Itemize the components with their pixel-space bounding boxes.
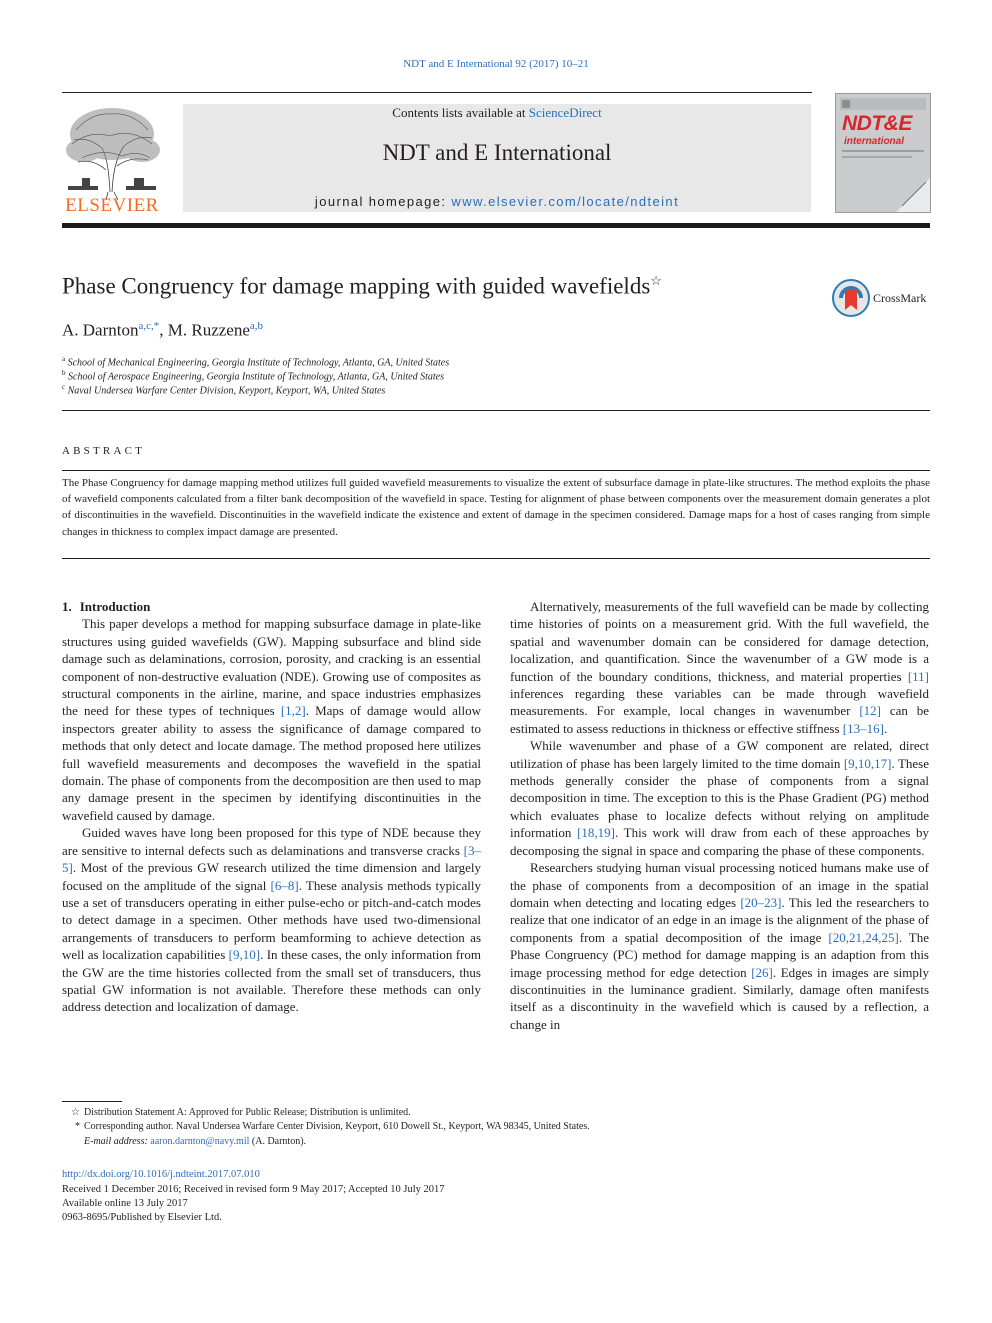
body-text: . Edges in images are simply discontinuities in the luminance gradient. Similarly, damage often manifests itself as a discontinuity in the wavefield which is caused by a reflection, a change in	[510, 964, 930, 1032]
author-name[interactable]: A. Darnton	[62, 320, 139, 340]
issn-line: 0963-8695/Published by Elsevier Ltd.	[62, 1212, 222, 1223]
body-text: Alternatively, measurements of the full wavefield can be made by collecting time histories of points on a measurement grid. With the full wavefield, the spatial and wavenumber domain can be considered for damage detection, localization, and quantification. Since the wavenumber of a GW mode is a function of the boundary conditions, thickness, and material properties	[510, 599, 929, 684]
body-paragraph	[62, 615, 481, 824]
body-paragraph	[510, 737, 929, 859]
available-online: Available online 13 July 2017	[62, 1198, 188, 1209]
elsevier-wordmark: ELSEVIER	[65, 195, 159, 216]
footnote-mark: *	[75, 1121, 80, 1132]
header-rule	[62, 92, 812, 93]
body-column-left	[62, 598, 481, 1016]
paper-title-text: Phase Congruency for damage mapping with guided wavefields	[62, 273, 651, 299]
crossmark-badge[interactable]	[832, 279, 932, 317]
citation-link[interactable]: [18,19]	[577, 825, 615, 841]
author-affiliation-marks[interactable]: a,b	[249, 320, 264, 332]
citation-link[interactable]: [26]	[751, 964, 773, 980]
affiliation	[62, 383, 385, 396]
email-label: E-mail address:	[84, 1136, 151, 1147]
citation-link[interactable]: [3–5]	[62, 842, 481, 876]
footnote-text: Corresponding author. Naval Undersea Warfare Center Division, Keyport, 610 Dowell St., Keyport, WA 98345, United States.	[84, 1121, 590, 1132]
body-paragraph	[510, 859, 929, 1033]
journal-cover-thumbnail[interactable]	[835, 93, 931, 213]
citation-link[interactable]: [11]	[907, 668, 929, 684]
title-footnote-mark[interactable]: ☆	[650, 273, 662, 288]
body-text: Guided waves have long been proposed for this type of NDE because they are sensitive to internal defects such as delaminations and transverse cracks	[62, 825, 481, 858]
author-name[interactable]: M. Ruzzene	[167, 320, 250, 340]
journal-homepage	[183, 194, 811, 209]
homepage-link[interactable]: www.elsevier.com/locate/ndteint	[451, 194, 680, 209]
body-paragraph	[62, 824, 481, 1015]
journal-masthead	[183, 104, 811, 212]
citation-link[interactable]: [13–16]	[842, 720, 884, 736]
body-text: inferences regarding these variables can be made through wavefield measurements. For example, local changes in wavenumber	[510, 686, 929, 719]
affiliation-mark: b	[62, 369, 66, 377]
citation-link[interactable]: [12]	[859, 703, 881, 719]
body-text: . In these cases, the only information from the GW are the time histories collected from the small set of transducers, thus spatial GW information is not available. Therefore these methods can only address detection and localization of damage.	[62, 947, 481, 1015]
footnote-rule	[62, 1101, 122, 1102]
right-paragraphs	[510, 598, 929, 1033]
section-title: Introduction	[79, 599, 151, 614]
citation-link[interactable]: [20–23]	[740, 894, 782, 910]
abstract-bottom-rule	[62, 558, 930, 559]
crossmark-label: CrossMark	[873, 291, 927, 305]
section-number: 1.	[62, 599, 72, 614]
citation-link[interactable]: [6–8]	[270, 877, 299, 893]
body-text: . The Phase Congruency (PC) method for damage mapping is an adaption from this image processing method for edge detection	[510, 929, 929, 980]
email-suffix: (A. Darnton).	[249, 1136, 307, 1147]
contents-prefix: Contents lists available at	[392, 105, 529, 120]
abstract-text: The Phase Congruency for damage mapping method utilizes full guided wavefield measurements to visualize the extent of subsurface damage in plate-like structures. The method exploits the phase of wavefield components calculated from a filter bank decomposition of the wavefield in space. Testing for alignment of phase between components over the measurement domain generates a plot of discontinuities in the wavefield. Discontinuities in the wavefield indicate the existence and extent of damage in the specimen considered. Damage maps for a host of cases ranging from simple changes in thickness to complex impact damage are presented.	[62, 477, 930, 538]
doi-link[interactable]: http://dx.doi.org/10.1016/j.ndteint.2017.07.010	[62, 1169, 260, 1180]
body-paragraph	[510, 598, 929, 737]
journal-title: NDT and E International	[382, 140, 612, 165]
affiliation-mark: c	[62, 383, 66, 391]
author-affiliation-marks[interactable]: a,c,*	[138, 320, 160, 332]
body-text: . This led the researchers to realize that one indicator of an edge in an image is the alignment of the phase of components from a spatial decomposition of the image	[510, 894, 929, 945]
footnote-corresponding	[62, 1121, 590, 1132]
section-heading	[62, 598, 481, 615]
body-text: Researchers studying human visual processing noticed humans make use of the phase of components from a decomposition of an image in the spatial domain when detecting and locating edges	[510, 860, 929, 910]
author-separator: ,	[159, 320, 168, 340]
footnote-text: Distribution Statement A: Approved for Public Release; Distribution is unlimited.	[84, 1107, 411, 1118]
body-text: .	[883, 720, 888, 736]
body-text: This paper develops a method for mapping subsurface damage in plate-like structures using guided wavefields (GW). Mapping subsurface and blind side damage such as delaminations, corrosion, porosity, and cracking is an essential component of non-destructive evaluation (NDE). Growing use of composites as structural components in the airline, marine, and space industries emphasizes the need for these types of techniques	[62, 616, 481, 719]
footnote-email	[62, 1136, 306, 1147]
header-thick-rule	[62, 223, 930, 228]
footnote-mark: ☆	[71, 1107, 80, 1118]
email-link[interactable]: aaron.darnton@navy.mil	[150, 1136, 250, 1147]
affiliation	[62, 355, 449, 368]
contents-line	[183, 104, 811, 121]
body-text: can be estimated to assess reductions in thickness or effective stiffness	[510, 703, 929, 736]
body-text: . Most of the previous GW research utilized the time dimension and largely focused on the amplitude of the signal	[62, 860, 481, 893]
homepage-prefix: journal homepage:	[314, 194, 452, 209]
body-text: . Maps of damage would allow inspectors greater ability to assess the significance of damage compared to methods that only detect and locate damage. The method proposed here utilizes full wavefield measurements and decomposes the wavefield in the spatial domain. The phase of components from the decomposition are then used to map any damage present in the specimen by identifying discontinuities in the wavefield caused by damage.	[62, 703, 481, 823]
affiliation-mark: a	[62, 355, 66, 363]
affiliation-text: School of Mechanical Engineering, Georgia Institute of Technology, Atlanta, GA, United States	[67, 357, 450, 369]
affiliation-text: Naval Undersea Warfare Center Division, Keyport, Keyport, WA, United States	[67, 385, 386, 397]
affiliation-rule	[62, 410, 930, 411]
body-text: . These analysis methods typically use a set of transducers operating in either pulse-echo or pitch-and-catch modes to detect damage in a specimen. Other methods have used two-dimensional arrangements of transducers to perform beamforming to achieve detection as well as localization capabilities	[62, 877, 481, 963]
body-text: While wavenumber and phase of a GW component are related, direct utilization of phase has been largely limited to the time domain	[510, 738, 929, 771]
body-column-right	[510, 598, 929, 1033]
crossmark-icon	[832, 279, 870, 317]
running-header[interactable]: NDT and E International 92 (2017) 10–21	[403, 58, 589, 70]
citation-link[interactable]: [1,2]	[280, 703, 306, 719]
affiliation-text: School of Aerospace Engineering, Georgia Institute of Technology, Atlanta, GA, United States	[68, 371, 444, 383]
cover-subtitle: international	[844, 136, 905, 147]
left-paragraphs	[62, 615, 481, 1015]
citation-link[interactable]: [9,10]	[228, 947, 261, 963]
abstract-heading: ABSTRACT	[62, 445, 146, 457]
citation-link[interactable]: [20,21,24,25]	[828, 929, 899, 945]
affiliation	[62, 369, 444, 382]
footnote-distribution	[62, 1107, 411, 1118]
body-text: . This work will draw from each of these approaches by decomposing the signal in space and comparing the phase of these components.	[510, 825, 929, 858]
sciencedirect-link[interactable]: ScienceDirect	[528, 105, 602, 120]
abstract-top-rule	[62, 470, 930, 471]
body-text: . These methods generally consider the phase of components from a signal decomposition in time. The exception to this is the Phase Gradient (PG) method which evaluates phase to localize defects without relying on amplitude information	[510, 755, 929, 841]
received-dates: Received 1 December 2016; Received in revised form 9 May 2017; Accepted 10 July 2017	[62, 1184, 445, 1195]
citation-link[interactable]: [9,10,17]	[843, 755, 892, 771]
paper-title	[62, 273, 662, 300]
author-list	[62, 320, 263, 341]
cover-title: NDT&E	[842, 112, 912, 135]
